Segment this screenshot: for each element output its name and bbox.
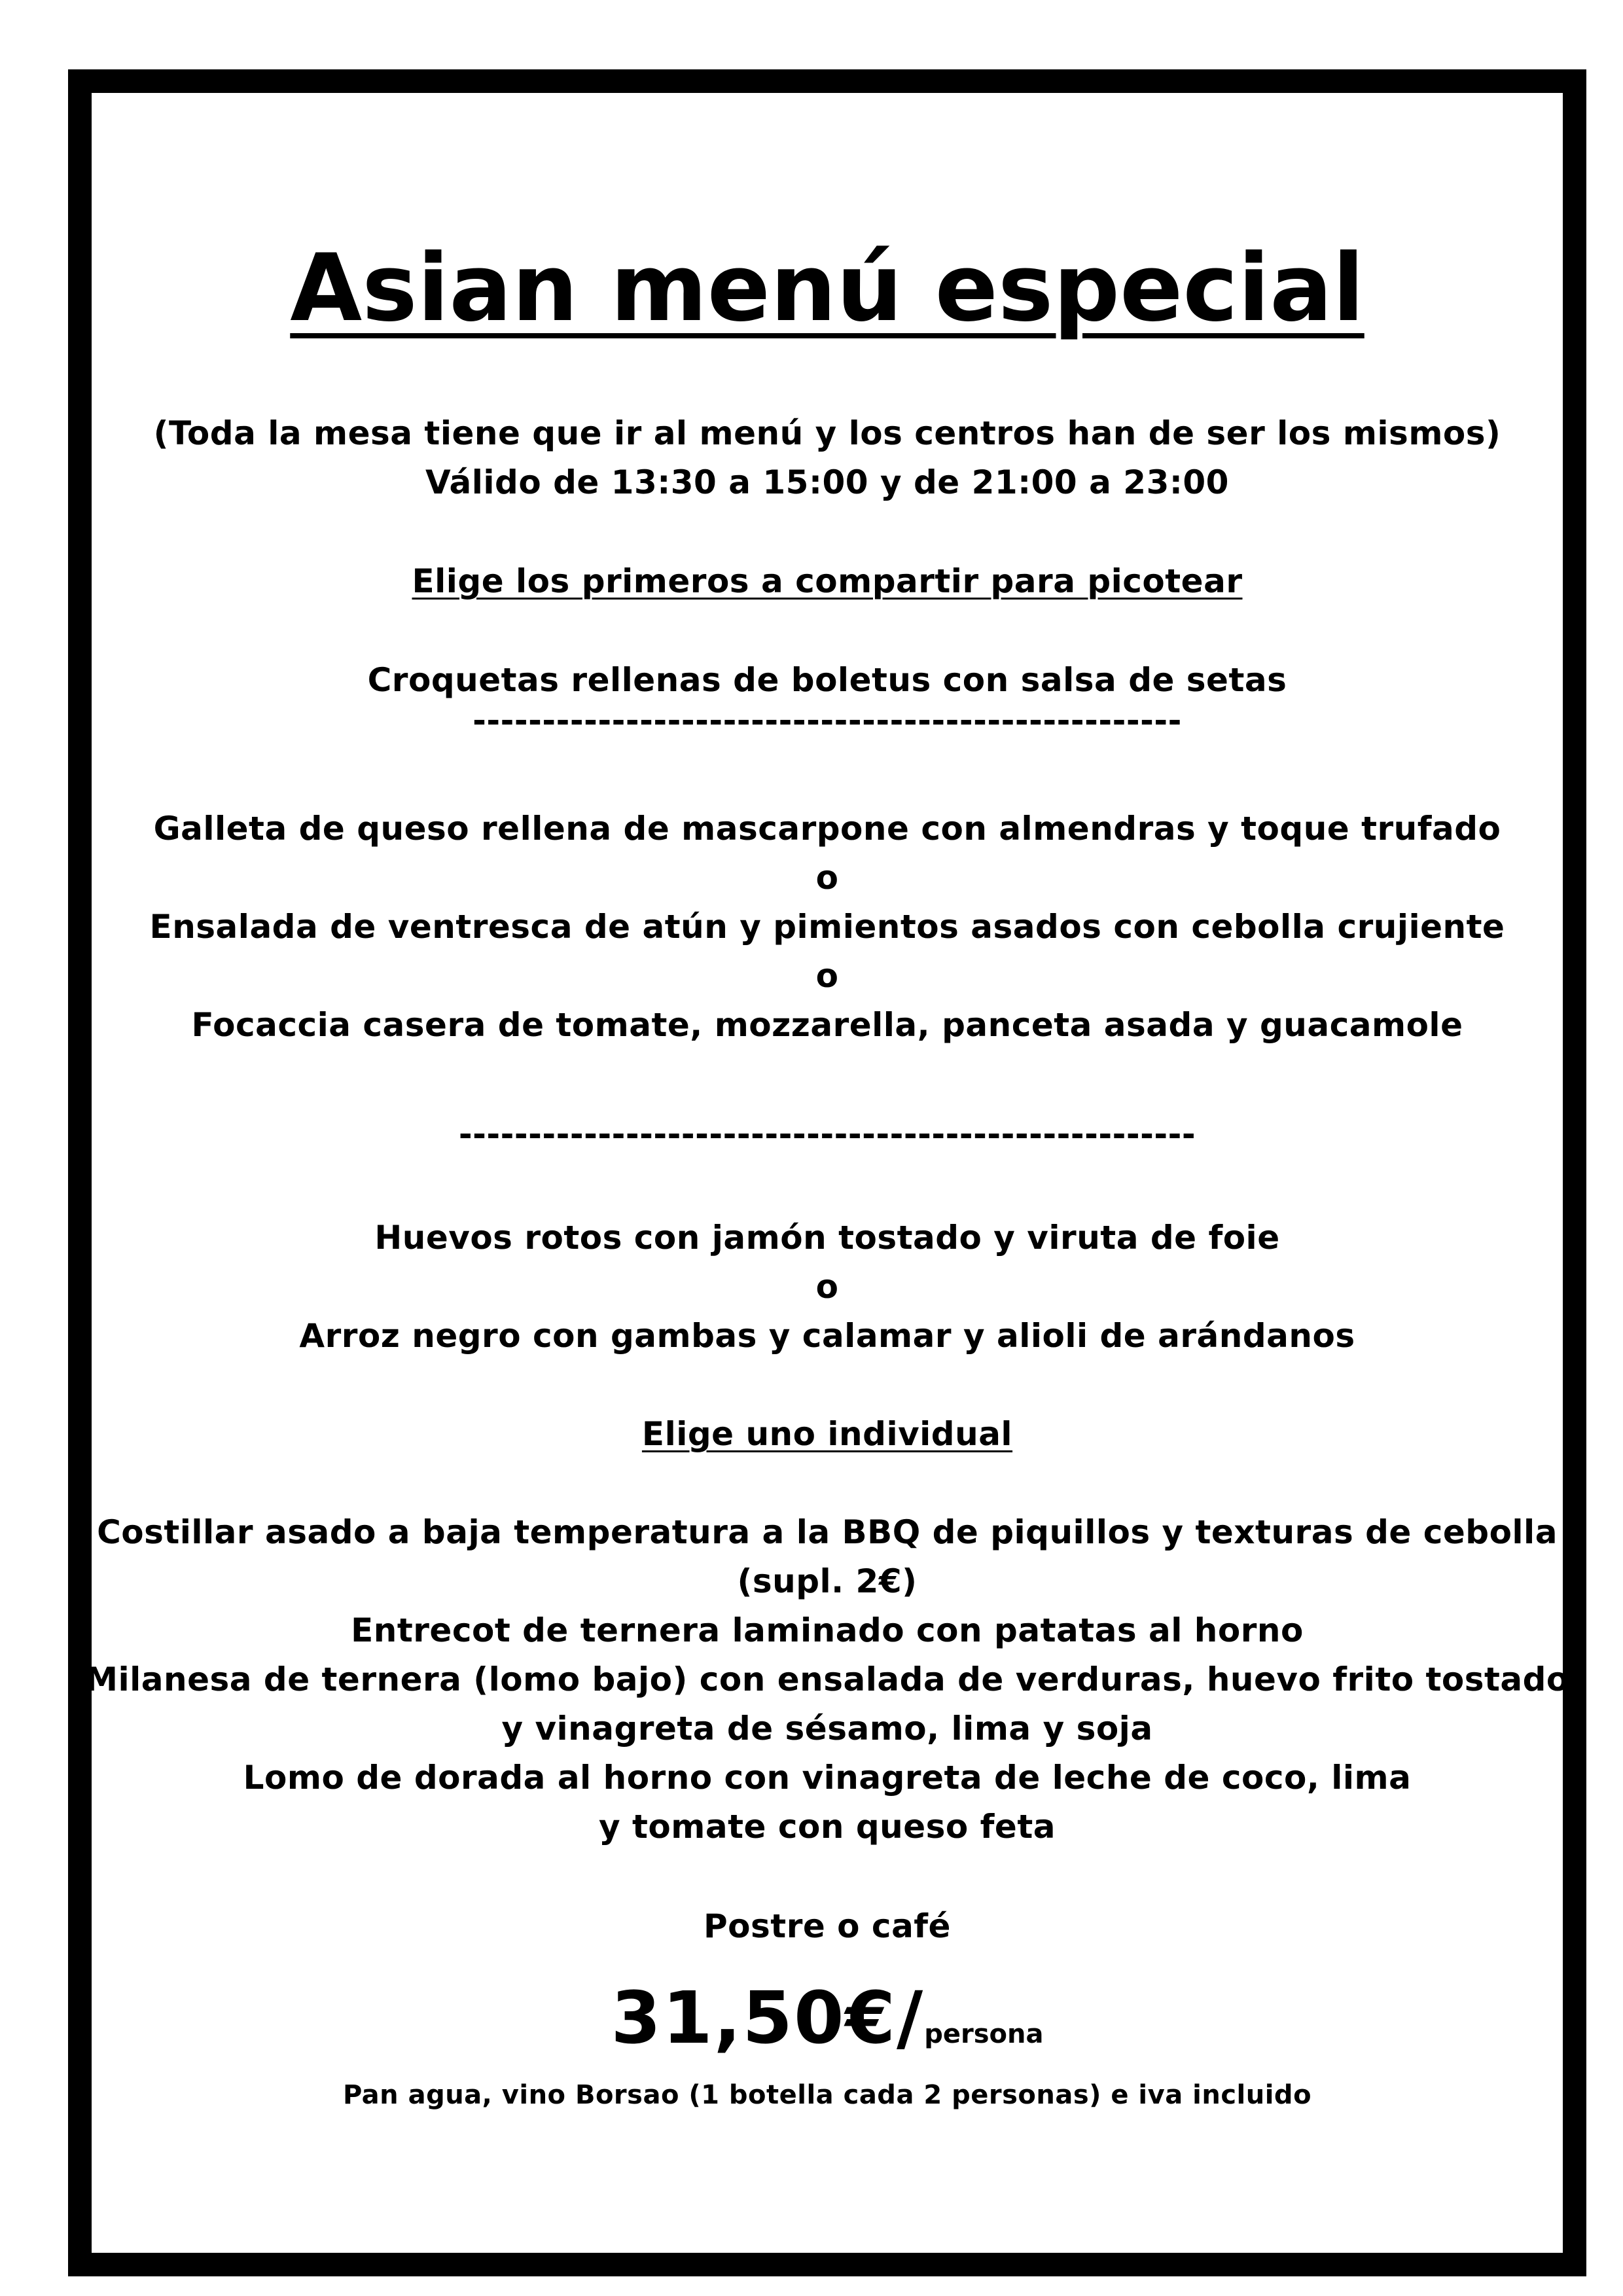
starter-option-1: Galleta de queso rellena de mascarpone con almendras y toque trufado [153,810,1501,848]
main-course-3-line-1: Milanesa de ternera (lomo bajo) con ensalada de verduras, huevo frito tostado [85,1660,1569,1698]
menu-content [68,69,1586,2275]
main-course-1-supplement: (supl. 2€) [737,1562,918,1600]
dessert-line: Postre o café [704,1907,951,1945]
or-separator: o [815,1268,839,1306]
main-course-2: Entrecot de ternera laminado con patatas al horno [351,1611,1304,1649]
main-course-4-line-2: y tomate con queso feta [599,1808,1056,1846]
section-heading-individual [68,1414,1586,1454]
hours-line: Válido de 13:30 a 15:00 y de 21:00 a 23:00 [425,463,1229,501]
menu-title: Asian menú especial [290,234,1364,342]
starter-option-3: Focaccia casera de tomate, mozzarella, panceta asada y guacamole [191,1006,1463,1044]
main-course-4-line-1: Lomo de dorada al horno con vinagreta de leche de coco, lima [243,1759,1412,1797]
section-heading-share-text: Elige los primeros a compartir para picotear [412,562,1243,600]
or-separator: o [815,859,839,897]
starter-fixed: Croquetas rellenas de boletus con salsa de setas [367,661,1287,699]
main-course-1: Costillar asado a baja temperatura a la BBQ de piquillos y texturas de cebolla [97,1513,1558,1551]
second-option-1: Huevos rotos con jamón tostado y viruta de foie [374,1219,1280,1257]
section-heading-individual-text: Elige uno individual [641,1415,1013,1453]
second-option-2: Arroz negro con gambas y calamar y alioli de arándanos [299,1317,1355,1355]
main-course-3-line-2: y vinagreta de sésamo, lima y soja [501,1710,1153,1748]
or-separator: o [815,957,839,995]
starter-option-2: Ensalada de ventresca de atún y pimientos asados con cebolla crujiente [149,908,1505,946]
price [68,1975,1586,2060]
separator-1: --------------------------------------------------- [473,702,1182,740]
price-unit: persona [924,2019,1044,2049]
separator-2: ----------------------------------------------------- [458,1115,1196,1153]
section-heading-share [68,562,1586,601]
included-note: Pan agua, vino Borsao (1 botella cada 2 personas) e iva incluido [342,2080,1312,2110]
price-amount: 31,50€/ [611,1976,925,2060]
table-note: (Toda la mesa tiene que ir al menú y los centros han de ser los mismos) [153,414,1501,452]
